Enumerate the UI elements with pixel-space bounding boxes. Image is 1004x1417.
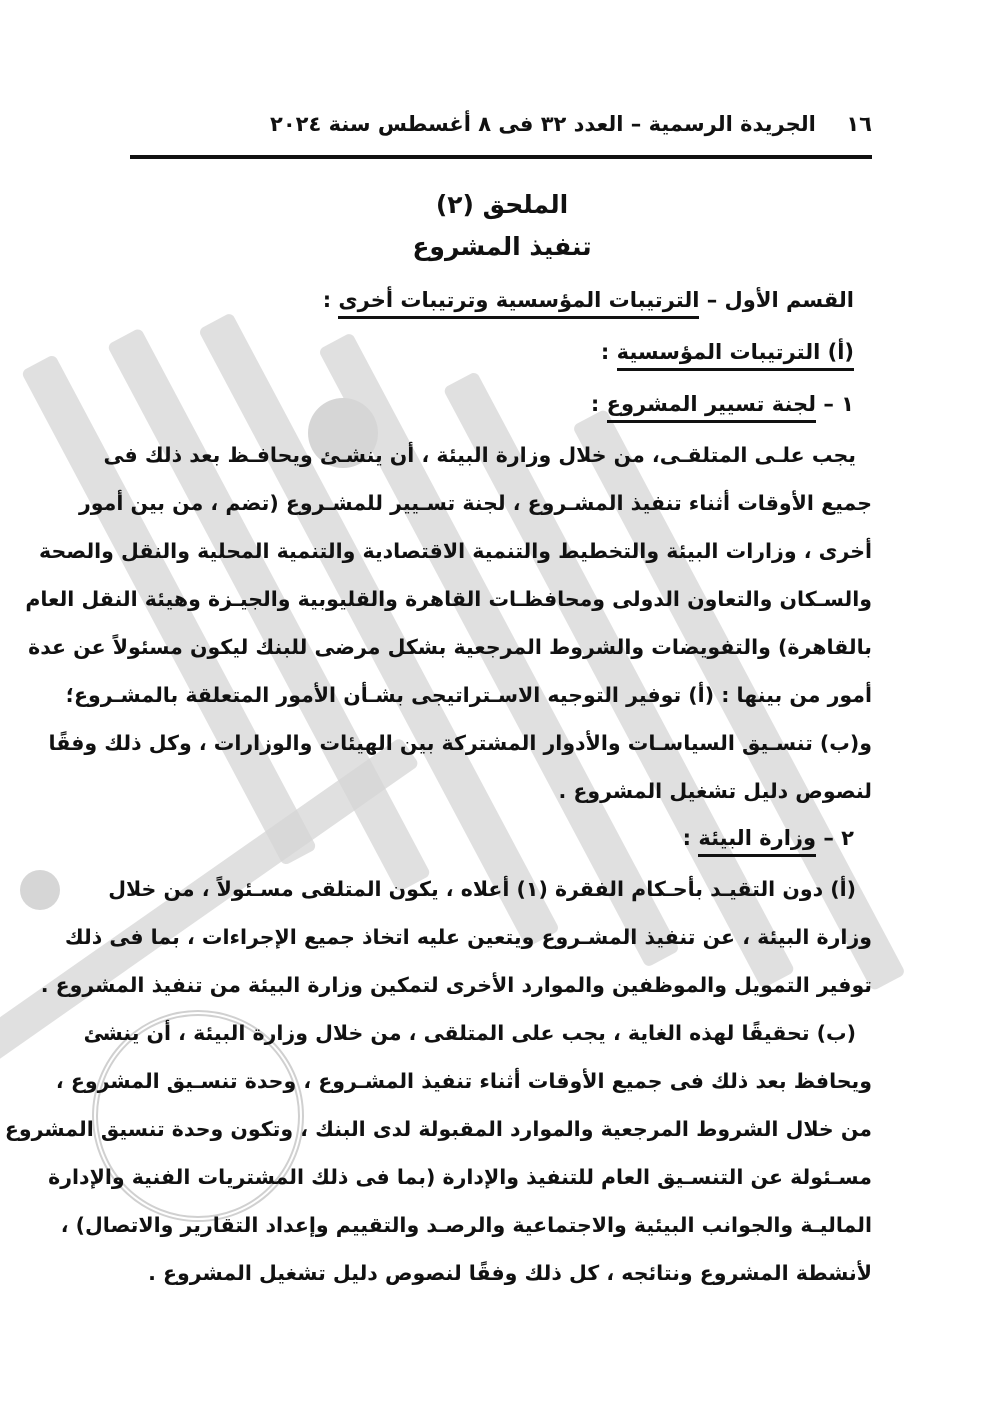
text-line: جميع الأوقات أثناء تنفيذ المشـروع ، لجنة تسـيير للمشـروع (تضم ، من بين أمور (78, 491, 872, 515)
header-rule (130, 155, 872, 159)
text-line: الماليـة والجوانب البيئية والاجتماعية والرصـد والتقييم وإعداد التقارير والاتصال) ، (60, 1213, 872, 1237)
text-line: والسـكان والتعاون الدولى ومحافظـات القاهرة والقليوبية والجيـزة وهيئة النقل العام (25, 587, 872, 611)
text-line: مسـئولة عن التنسـيق العام للتنفيذ والإدارة (بما فى ذلك المشتريات الفنية والإدارة (48, 1165, 872, 1189)
item-1-heading: ١ – لجنة تسيير المشروع : (591, 392, 854, 416)
text-line: أخرى ، وزارات البيئة والتخطيط والتنمية الاقتصادية والتنمية المحلية والنقل والصحة (39, 539, 872, 563)
text-line: توفير التمويل والموظفين والموارد الأخرى لتمكين وزارة البيئة من تنفيذ المشروع . (40, 973, 872, 997)
text-line: أمور من بينها : (أ) توفير التوجيه الاسـتراتيجى بشـأن الأمور المتعلقة بالمشـروع؛ (65, 683, 872, 707)
text-line: (ب) تحقيقًا لهذه الغاية ، يجب على المتلقى ، من خلال وزارة البيئة ، أن ينشئ (83, 1021, 856, 1045)
header-title: الجريدة الرسمية – العدد ٣٢ فى ٨ أغسطس سنة ٢٠٢٤ (270, 112, 816, 136)
text-line: لنصوص دليل تشغيل المشروع . (558, 779, 872, 803)
text-line: و(ب) تنسـيق السياسـات والأدوار المشتركة بين الهيئات والوزارات ، وكل ذلك وفقًا (48, 731, 872, 755)
item-2-heading: ٢ – وزارة البيئة : (683, 826, 854, 850)
page-number: ١٦ (846, 112, 872, 136)
annex-title: الملحق (٢) (435, 190, 569, 219)
section-heading: القسم الأول – الترتيبات المؤسسية وترتيبات أخرى : (323, 288, 854, 312)
text-line: (أ) دون التقيـد بأحـكام الفقرة (١) أعلاه ، يكون المتلقى مسـئولاً ، من خلال (108, 877, 856, 901)
text-line: يجب علـى المتلقـى، من خلال وزارة البيئة ، أن ينشـئ ويحافـظ بعد ذلك فى (103, 443, 856, 467)
text-line: ويحافظ بعد ذلك فى جميع الأوقات أثناء تنفيذ المشـروع ، وحدة تنسـيق المشروع ، (55, 1069, 872, 1093)
annex-subtitle: تنفيذ المشروع (412, 232, 592, 261)
text-line: وزارة البيئة ، عن تنفيذ المشـروع ويتعين عليه اتخاذ جميع الإجراءات ، بما فى ذلك (64, 925, 872, 949)
text-line: بالقاهرة) والتفويضات والشروط المرجعية بشكل مرضى للبنك ليكون مسئولاً عن عدة (28, 635, 872, 659)
page-header (130, 112, 872, 148)
text-line: لأنشطة المشروع ونتائجه ، كل ذلك وفقًا لنصوص دليل تشغيل المشروع . (148, 1261, 872, 1285)
subsection-a-heading: (أ) الترتيبات المؤسسية : (601, 340, 854, 364)
text-line: من خلال الشروط المرجعية والموارد المقبولة لدى البنك ، وتكون وحدة تنسيق المشروع (4, 1117, 872, 1141)
